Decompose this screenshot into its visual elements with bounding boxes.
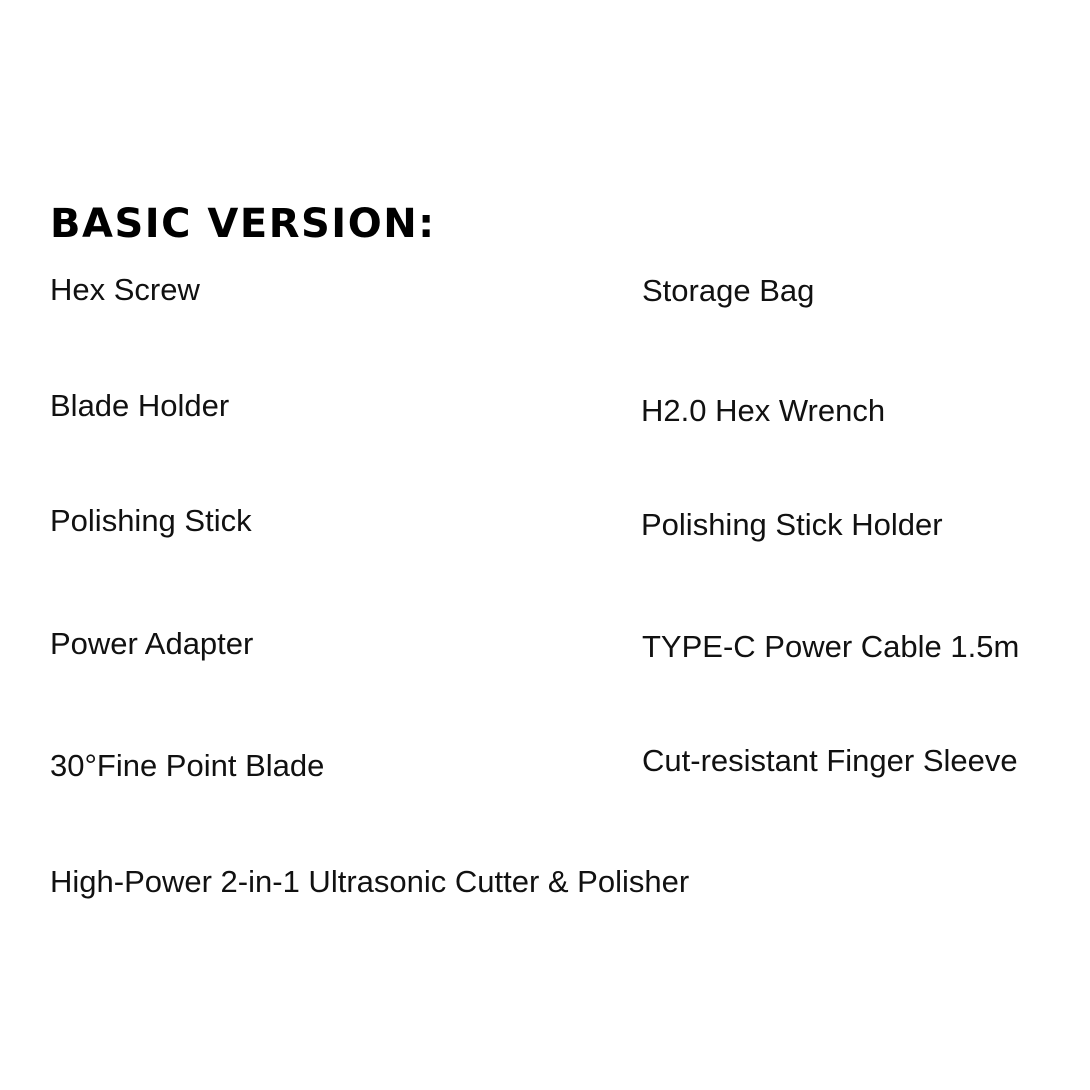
list-item-polishing-stick-holder: Polishing Stick Holder [641, 507, 943, 542]
list-item-hex-screw: Hex Screw [50, 272, 200, 307]
list-item-finger-sleeve: Cut-resistant Finger Sleeve [642, 743, 1018, 778]
list-item-storage-bag: Storage Bag [642, 273, 815, 308]
list-item-power-cable: TYPE-C Power Cable 1.5m [642, 629, 1020, 664]
list-item-blade-holder: Blade Holder [50, 388, 230, 423]
list-item-main-device: High-Power 2-in-1 Ultrasonic Cutter & Polisher [50, 864, 690, 899]
list-item-hex-wrench: H2.0 Hex Wrench [641, 393, 886, 428]
list-item-fine-point-blade: 30°Fine Point Blade [50, 748, 325, 783]
list-item-polishing-stick: Polishing Stick [50, 503, 252, 538]
page-title: BASIC VERSION: [50, 201, 436, 247]
list-item-power-adapter: Power Adapter [50, 626, 254, 661]
